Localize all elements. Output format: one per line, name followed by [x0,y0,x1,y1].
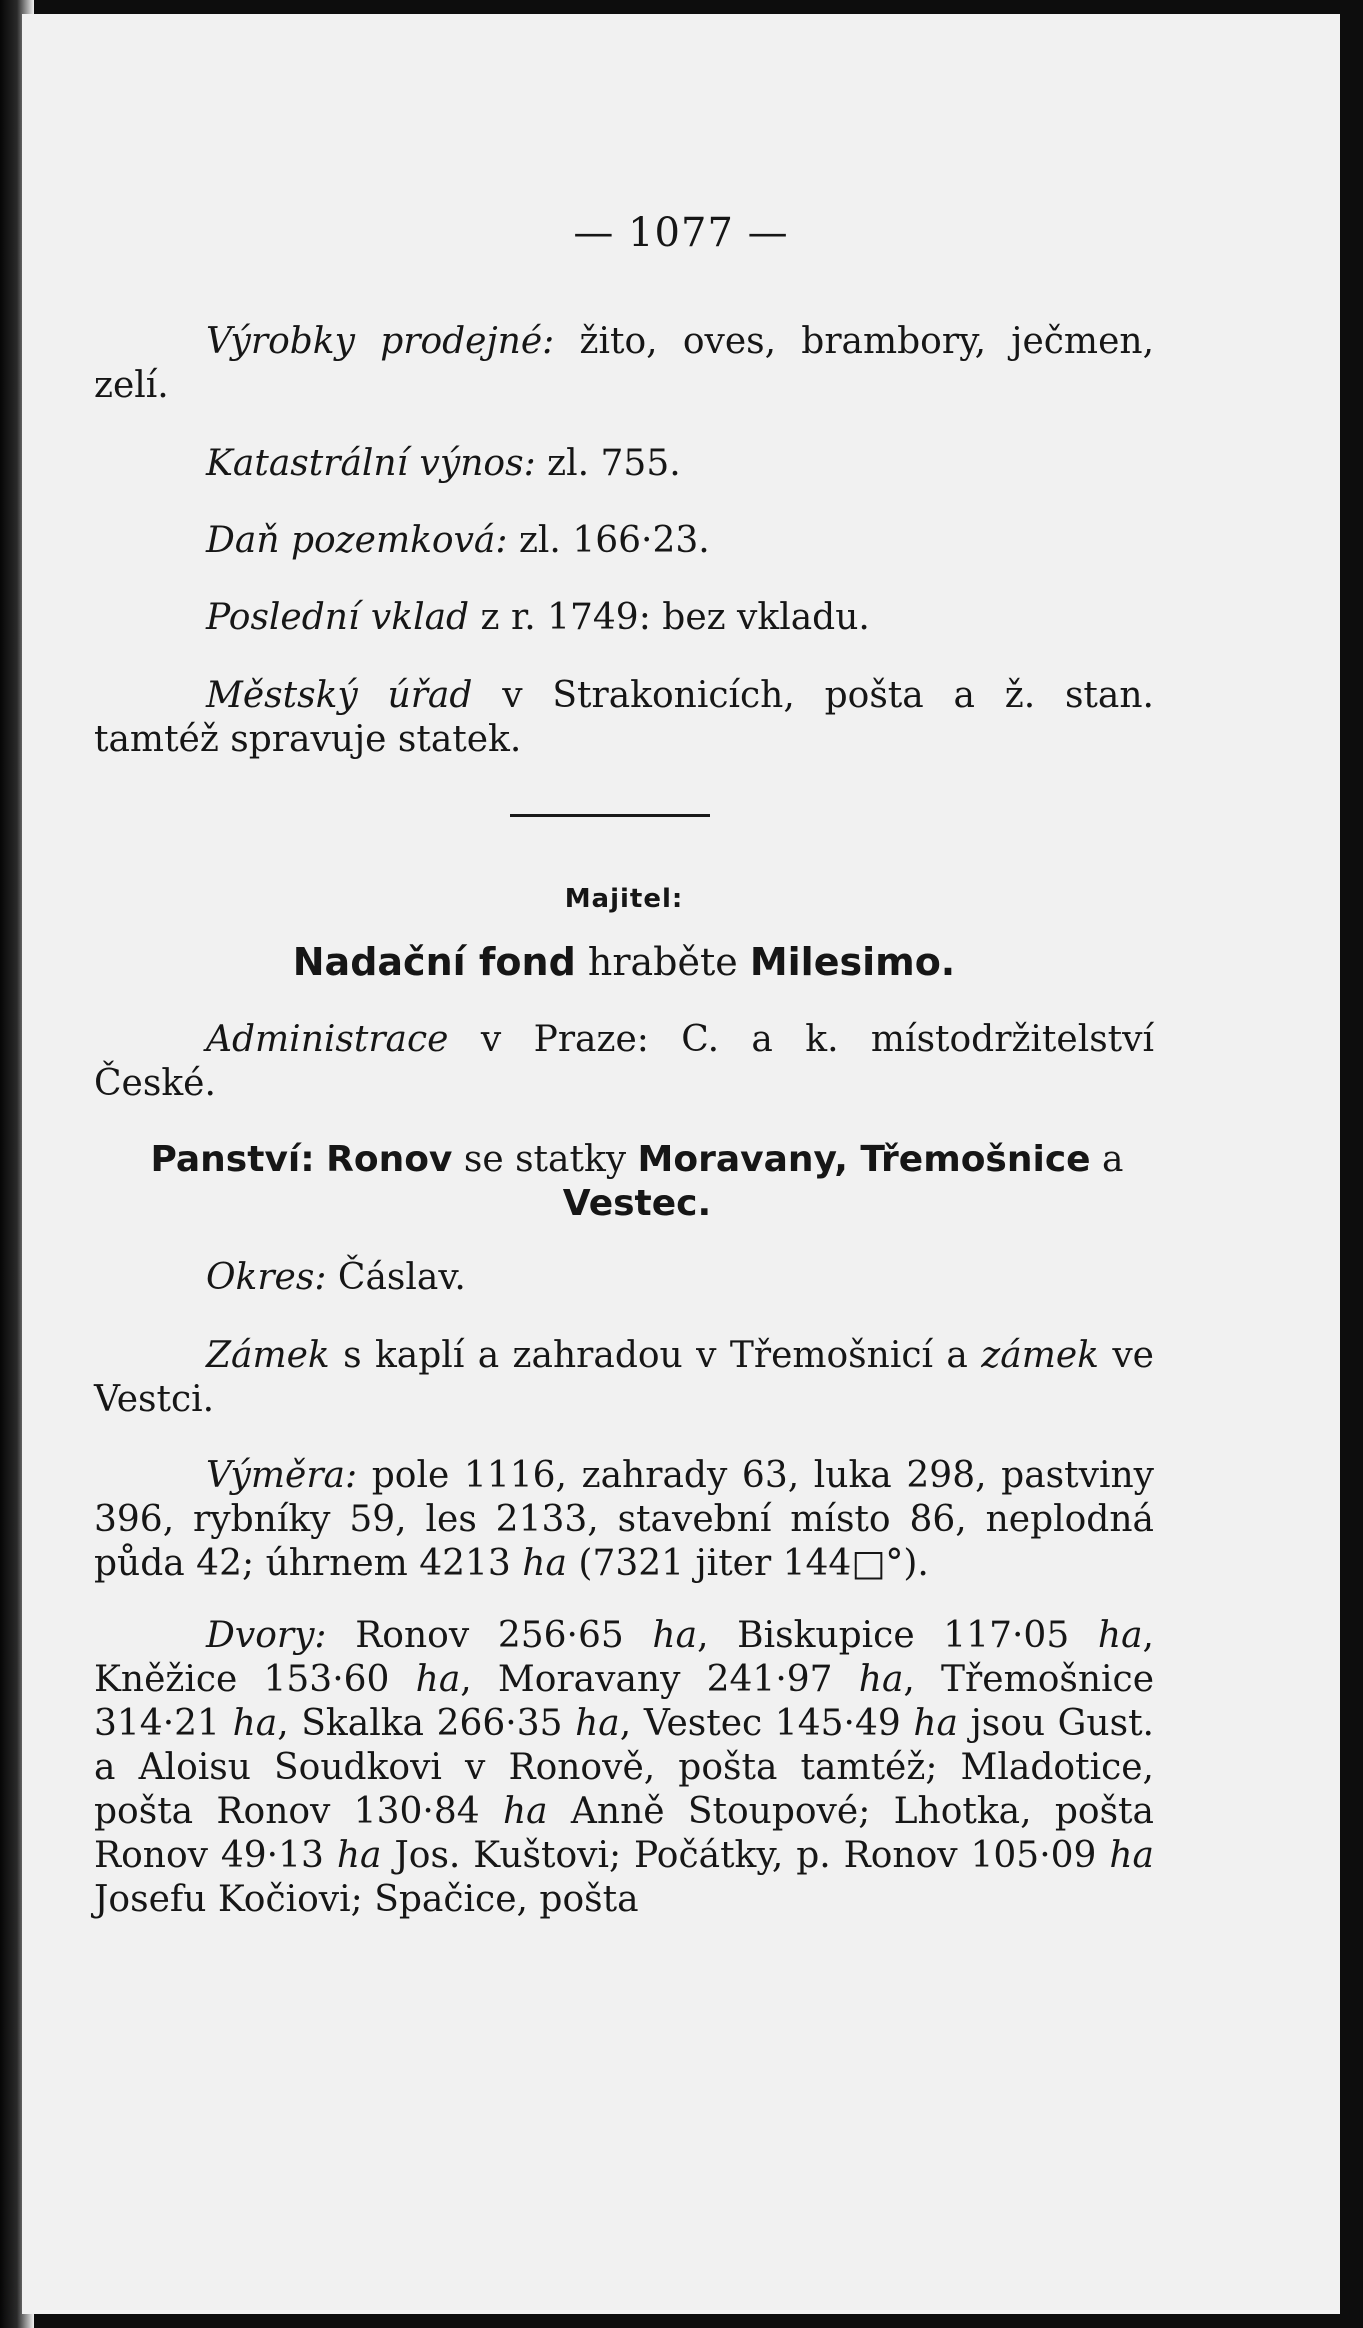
dvory-text: , [697,1615,738,1656]
dvory-text: Mladotice, pošta Ronov 130·84 [94,1747,1154,1832]
dvory-item-0 [355,1615,737,1656]
paragraph-urad [94,674,1154,762]
dvory-text: , [903,1659,942,1700]
dvory-text: Moravany 241·97 [497,1659,859,1700]
dvory-text: Josefu Kočiovi; Spačice, pošta [94,1879,639,1920]
paragraph-vklad [94,596,1154,640]
dvory-text: ha [913,1703,959,1744]
panstvi-line [122,1138,1152,1226]
label-urad: Městský úřad [206,675,473,716]
dvory-text: ha [858,1659,904,1700]
dvory-text: , [460,1659,498,1700]
owner-name2: Milesimo. [749,940,956,984]
text-vyrobky: žito, oves, brambory, ječmen, zelí. [94,321,1155,406]
panstvi-label: Panství: [150,1139,315,1180]
panstvi-name3: Vestec. [562,1183,712,1224]
paragraph-zamek [94,1334,1154,1422]
dvory-text: ha [502,1791,548,1832]
dvory-text: , [1142,1615,1154,1656]
label-zamek2: zámek [981,1335,1099,1376]
dvory-item-2 [94,1659,498,1700]
dvory-text: Skalka 266·35 [301,1703,576,1744]
text-katastr: zl. 755. [547,443,681,484]
text-dan: zl. 166·23. [518,520,710,561]
panstvi-and: a [1102,1139,1124,1180]
dvory-text: Anně Stoupové; [547,1791,894,1832]
dvory-text: ha [575,1703,620,1744]
paragraph-vyrobky [94,320,1154,408]
paragraph-katastr [94,442,1154,486]
text-vymera: pole 1116, zahrady 63, luka 298, pastviny 396, rybníky 59, les 2133, stavební místo 86, neplodná půda 42; úhrnem 4213 [94,1455,1155,1584]
dvory-text: Kněžice 153·60 [94,1659,416,1700]
dvory-text: Biskupice 117·05 [737,1615,1098,1656]
book-page [22,14,1340,2314]
dvory-text: ha [336,1835,382,1876]
paragraph-vymera [94,1454,1154,1586]
dvory-text: Třemošnice 314·21 [94,1659,1155,1744]
label-vklad: Poslední vklad [206,597,470,638]
dvory-text: ha [232,1703,278,1744]
label-zamek: Zámek [206,1335,330,1376]
dvory-text: , [619,1703,644,1744]
paragraph-admin [94,1018,1154,1106]
dvory-text: Ronov 256·65 [355,1615,653,1656]
paragraph-dan [94,519,1154,563]
ha-vymera: ha [522,1543,567,1584]
majitel-heading: Majitel: [564,884,684,914]
owner-name: Nadační fond [292,940,576,984]
section-divider [510,814,710,817]
text-vklad: z r. 1749: bez vkladu. [480,597,870,638]
dvory-text: Vestec 145·49 [643,1703,914,1744]
dvory-text: ha [1109,1835,1154,1876]
label-dan: Daň pozemková: [206,520,508,561]
label-admin: Administrace [206,1019,449,1060]
text-zamek: s kaplí a zahradou v Třemošnicí a [343,1335,968,1376]
panstvi-name2: Moravany, Třemošnice [637,1139,1091,1180]
majitel-heading-wrap [94,874,1154,921]
text-vymera2: (7321 jiter 144□°). [578,1543,929,1584]
label-katastr: Katastrální výnos: [206,443,536,484]
label-dvory: Dvory: [206,1615,327,1656]
dvory-text: ha [415,1659,461,1700]
owner-line [94,940,1154,984]
dvory-text: jsou Gust. a Aloisu Soudkovi v Ronově, pošta tamtéž; [94,1703,1155,1788]
text-zamek2: ve Vestci. [94,1335,1154,1420]
page-number: — 1077 — [573,210,789,256]
label-okres: Okres: [206,1257,327,1298]
dvory-text: Počátky, p. Ronov 105·09 [634,1835,1110,1876]
text-okres: Čáslav. [337,1257,466,1298]
panstvi-mid: se statky [463,1139,627,1180]
paragraph-okres [94,1256,1154,1300]
dvory-item-3 [498,1659,941,1700]
label-vymera: Výměra: [206,1455,358,1496]
panstvi-name: Ronov [326,1139,453,1180]
dvory-text: Lhotka, pošta Ronov 49·13 [94,1791,1154,1876]
dvory-item-5 [301,1703,644,1744]
paragraph-dvory [94,1614,1154,1922]
dvory-text: ha [1097,1615,1143,1656]
text-urad: v Strakonicích, pošta a ž. stan. tamtéž spravuje statek. [94,675,1154,760]
owner-mid: hraběte [587,940,738,984]
dvory-text: ha [652,1615,698,1656]
dvory-text: Jos. Kuštovi; [381,1835,635,1876]
label-vyrobky: Výrobky prodejné: [206,321,555,362]
text-admin: v Praze: C. a k. místodržitelství České. [94,1019,1154,1104]
dvory-text: , [277,1703,302,1744]
dvory-item-1 [737,1615,1154,1656]
